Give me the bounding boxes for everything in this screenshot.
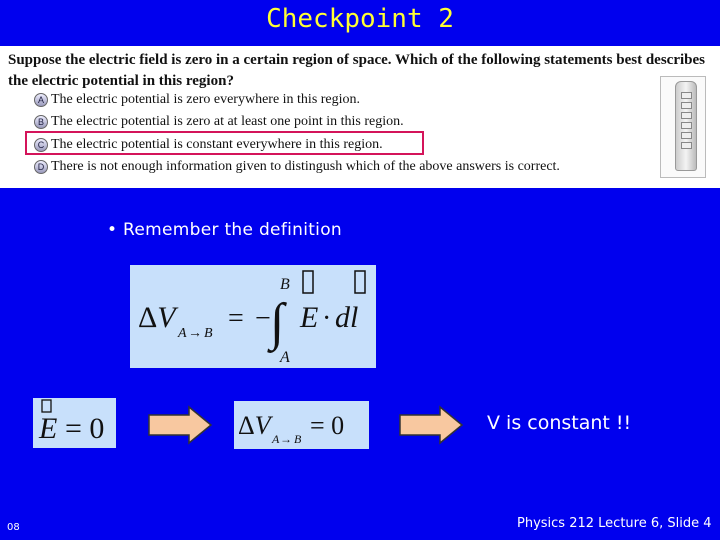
potential-difference-zero-formula xyxy=(234,401,369,449)
option-b[interactable] xyxy=(34,114,404,130)
option-b-text: The electric potential is zero at at least one point in this region. xyxy=(51,114,404,129)
svg-text:A: A xyxy=(280,349,290,366)
potential-definition-formula xyxy=(130,265,376,368)
option-c-text: The electric potential is constant everywhere in this region. xyxy=(51,137,383,152)
option-c-badge: C xyxy=(34,138,48,152)
right-arrow-icon xyxy=(398,405,464,445)
svg-text:A: A xyxy=(272,432,280,446)
svg-text:E: E xyxy=(300,301,319,334)
svg-text:·: · xyxy=(322,303,332,334)
clicker-remote-icon xyxy=(660,76,706,178)
svg-text:dl: dl xyxy=(335,301,359,334)
option-d[interactable] xyxy=(34,159,560,175)
footer-page-code: 08 xyxy=(7,522,20,533)
option-d-text: There is not enough information given to distingush which of the above answers is correct. xyxy=(51,159,560,174)
svg-text:−: − xyxy=(255,303,271,334)
right-arrow-icon xyxy=(147,405,213,445)
question-panel xyxy=(0,46,720,188)
option-a-badge: A xyxy=(34,93,48,107)
option-b-badge: B xyxy=(34,115,48,129)
bullet-remember-definition: • Remember the definition xyxy=(107,220,342,240)
formula-svg xyxy=(130,265,376,368)
svg-text:E: E xyxy=(39,412,58,445)
svg-text:B: B xyxy=(204,326,213,341)
svg-text:= 0: = 0 xyxy=(65,412,105,445)
svg-text:= 0: = 0 xyxy=(310,411,345,440)
option-a[interactable] xyxy=(34,92,360,108)
footer-slide-info: Physics 212 Lecture 6, Slide 4 xyxy=(517,516,712,531)
svg-text:B: B xyxy=(280,276,290,293)
field-zero-formula xyxy=(33,398,116,448)
svg-text:=: = xyxy=(228,303,244,334)
svg-text:B: B xyxy=(294,432,302,446)
svg-text:∫: ∫ xyxy=(270,294,285,351)
conclusion-text: V is constant !! xyxy=(487,412,632,434)
svg-text:A: A xyxy=(178,326,187,341)
option-d-badge: D xyxy=(34,160,48,174)
option-a-text: The electric potential is zero everywhere in this region. xyxy=(51,92,361,107)
svg-text:→: → xyxy=(188,326,202,341)
svg-text:ΔV: ΔV xyxy=(238,411,271,440)
correct-answer-highlight xyxy=(25,131,424,155)
question-prompt: Suppose the electric field is zero in a certain region of space. Which of the following statements best describes the electric potential in this region? xyxy=(8,52,706,89)
svg-text:ΔV: ΔV xyxy=(138,301,176,334)
svg-text:→: → xyxy=(280,432,292,446)
slide-title: Checkpoint 2 xyxy=(266,4,454,34)
